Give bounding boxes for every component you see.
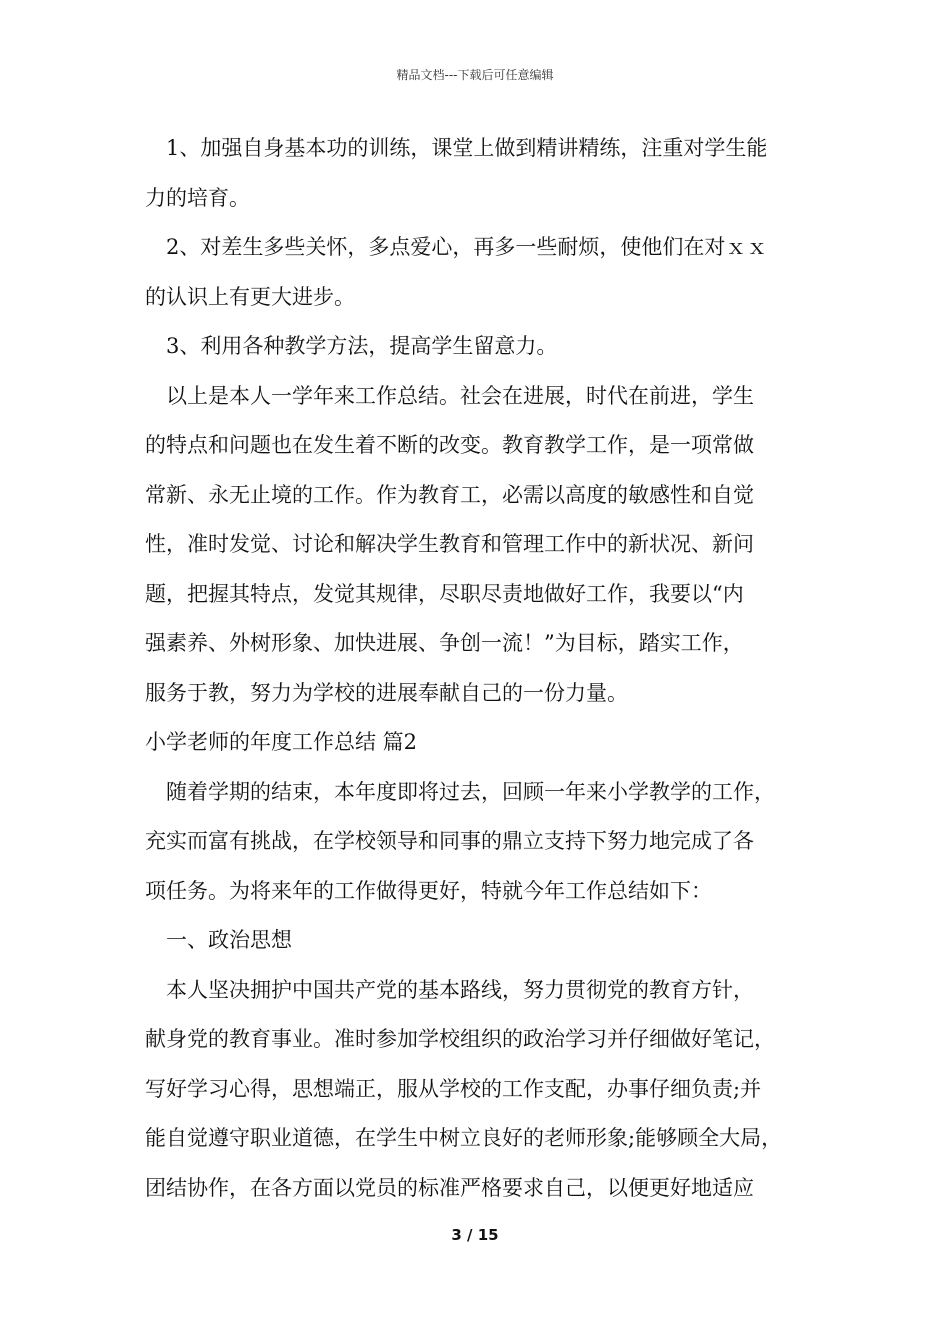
page-number: 3 / 15 xyxy=(451,1226,499,1244)
text-line: 题，把握其特点，发觉其规律，尽职尽责地做好工作，我要以“内 xyxy=(145,581,744,606)
section-title: 小学老师的年度工作总结 篇2 xyxy=(145,730,418,754)
text-line: 的特点和问题也在发生着不断的改变。教育教学工作，是一项常做 xyxy=(145,433,754,457)
text-line: 写好学习心得，思想端正，服从学校的工作支配，办事仔细负责;并 xyxy=(145,1076,762,1101)
text-line: 献身党的教育事业。准时参加学校组织的政治学习并仔细做好笔记， xyxy=(145,1027,775,1051)
text-line: 本人坚决拥护中国共产党的基本路线，努力贯彻党的教育方针， xyxy=(166,977,754,1002)
text-line: 1、加强自身基本功的训练，课堂上做到精讲精练，注重对学生能 xyxy=(166,136,768,160)
text-line: 力的培育。 xyxy=(145,185,250,210)
text-line: 项任务。为将来年的工作做得更好，特就今年工作总结如下： xyxy=(145,878,712,903)
text-line: 的认识上有更大进步。 xyxy=(145,284,355,309)
document-body xyxy=(145,124,815,1213)
page-header: 精品文档---下载后可任意编辑 xyxy=(396,68,554,82)
section-heading: 一、政治思想 xyxy=(166,928,292,952)
text-line: 随着学期的结束，本年度即将过去，回顾一年来小学教学的工作， xyxy=(166,779,775,804)
text-line: 3、利用各种教学方法，提高学生留意力。 xyxy=(166,334,558,358)
text-line: 强素养、外树形象、加快进展、争创一流！”为目标，踏实工作， xyxy=(145,631,744,655)
text-line: 性，准时发觉、讨论和解决学生教育和管理工作中的新状况、新问 xyxy=(145,532,754,556)
text-line: 服务于教，努力为学校的进展奉献自己的一份力量。 xyxy=(145,680,628,705)
text-line: 常新、永无止境的工作。作为教育工，必需以高度的敏感性和自觉 xyxy=(145,482,754,507)
text-line: 团结协作，在各方面以党员的标准严格要求自己，以便更好地适应 xyxy=(145,1175,754,1200)
text-line: 2、对差生多些关怀，多点爱心，再多一些耐烦，使他们在对ｘｘ xyxy=(166,235,768,259)
text-line: 充实而富有挑战，在学校领导和同事的鼎立支持下努力地完成了各 xyxy=(145,829,754,853)
text-line: 以上是本人一学年来工作总结。社会在进展，时代在前进，学生 xyxy=(166,383,754,408)
text-line: 能自觉遵守职业道德，在学生中树立良好的老师形象;能够顾全大局， xyxy=(145,1126,783,1150)
